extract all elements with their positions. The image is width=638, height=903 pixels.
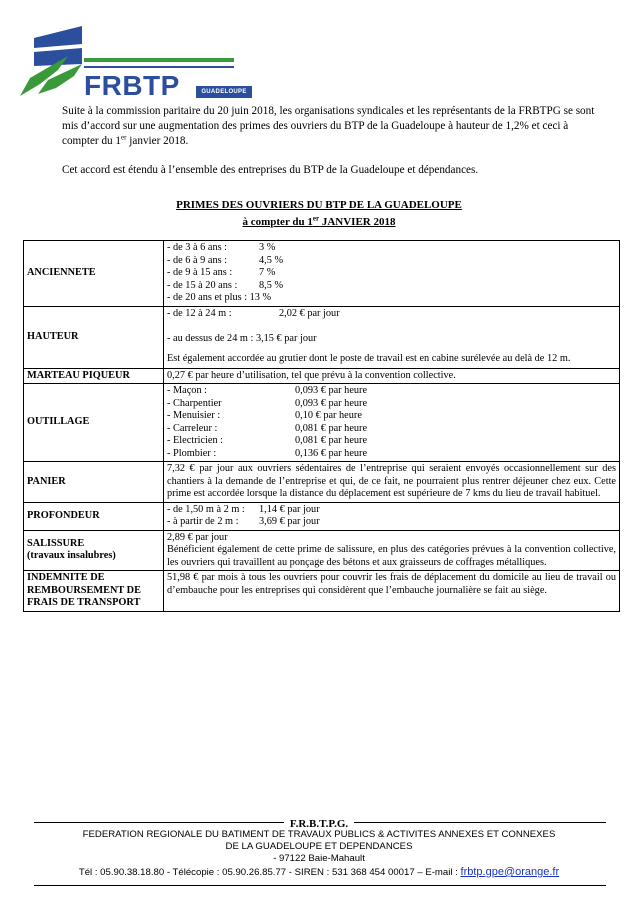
table-subtitle [0,216,638,228]
row-value [164,384,620,462]
list-item [167,398,616,411]
list-item [167,280,616,293]
list-item [167,504,616,517]
item-value: 4,5 % [259,254,284,266]
row-value [164,241,620,307]
footer-contact: Tél : 05.90.38.18.80 - Télécopie : 05.90.26.85.77 - SIREN : 531 368 454 00017 – E-mail : [78,867,461,878]
item-key: - Plombier : [167,447,217,459]
item-value: 0,093 € par heure [295,385,368,396]
row-label [24,530,164,571]
item-value: 0,081 € par heure [295,422,368,434]
item-value: 0,081 € par heure [295,435,368,446]
row-value [164,306,620,368]
intro-text-end: janvier 2018. [126,135,189,147]
primes-table [23,240,620,612]
list-item: - au dessus de 24 m : 3,15 € par jour [167,332,317,344]
table-row-indemnite [24,571,620,612]
list-item: - de 20 ans et plus : 13 % [167,292,272,303]
item-key: - de 12 à 24 m : [167,308,232,320]
row-label: PANIER [24,462,164,503]
item-value: 0,093 € par heure [295,397,368,409]
footer-line-2: DE LA GUADELOUPE ET DEPENDANCES [225,841,413,852]
list-item [167,267,616,280]
item-value: 0,136 € par heure [295,447,368,459]
footer-line-3: - 97122 Baie-Mahault [273,853,365,864]
row-label [24,571,164,612]
table-row-outillage [24,384,620,462]
row-label: MARTEAU PIQUEUR [24,368,164,384]
intro [62,104,602,192]
item-key: - de 1,50 m à 2 m : [167,503,245,515]
item-key: - Carreleur : [167,422,218,434]
footer-brand-text: F.R.B.T.P.G. [284,818,354,830]
label-line: (travaux insalubres) [27,550,116,562]
table-title: PRIMES DES OUVRIERS DU BTP DE LA GUADELOUPE [176,199,462,211]
list-item [167,410,616,423]
item-key: - à partir de 2 m : [167,516,239,527]
table-row-hauteur [24,306,620,368]
row-label: OUTILLAGE [24,384,164,462]
item-key: - Charpentier [167,397,222,409]
label-line: FRAIS DE TRANSPORT [27,597,141,608]
list-item [167,255,616,268]
list-item [167,308,616,321]
frbtp-logo [20,18,247,101]
table-row-salissure [24,530,620,571]
logo-badge: GUADELOUPE [196,86,252,98]
list-item [167,448,616,461]
note-text: Est également accordée au grutier dont le poste de travail est en cabine surélevée au delà de 12 m. [167,353,571,365]
item-key: - de 6 à 9 ans : [167,254,228,266]
item-value: 0,10 € par heure [295,410,362,421]
list-item: 2,89 € par jour [167,531,228,543]
item-value: 1,14 € par jour [259,503,320,515]
item-key: - Electricien : [167,435,224,446]
subtitle-text-end: JANVIER 2018 [319,216,396,228]
item-value: 8,5 % [259,279,284,291]
table-row-marteau [24,368,620,384]
superscript: er [312,214,320,223]
item-value: 2,02 € par jour [279,308,340,320]
item-key: - de 9 à 15 ans : [167,267,233,278]
list-item [167,242,616,255]
row-label: PROFONDEUR [24,502,164,530]
item-value: 3,69 € par jour [259,516,320,527]
row-label: HAUTEUR [24,306,164,368]
superscript: er [121,133,127,142]
row-value [164,502,620,530]
row-label: ANCIENNETE [24,241,164,307]
table-row-anciennete [24,241,620,307]
item-value: 3 % [259,242,276,253]
item-value: 7 % [259,267,276,278]
table-row-profondeur [24,502,620,530]
label-line: INDEMNITE DE [27,572,105,583]
note-text: Bénéficient également de cette prime de salissure, en plus des catégories prévues à la convention collective, les ouvriers qui travaillent au ponçage des bétons et aux graisseurs de coffrages métalliques. [167,544,616,568]
item-key: - de 15 à 20 ans : [167,279,238,291]
list-item [167,516,616,529]
subtitle-text: à compter du 1 [242,216,313,228]
footer-line-4 [0,866,638,879]
list-item [167,423,616,436]
item-key: - de 3 à 6 ans : [167,242,228,253]
label-line: REMBOURSEMENT DE [27,584,141,596]
email-link[interactable]: frbtp.gpe@orange.fr [460,866,560,878]
list-item [167,385,616,398]
table-row-panier [24,462,620,503]
intro-paragraph-1 [62,104,602,149]
list-item [167,435,616,448]
item-key: - Menuisier : [167,410,221,421]
intro-paragraph-2: Cet accord est étendu à l’ensemble des entreprises du BTP de la Guadeloupe et dépendances. [62,164,479,176]
row-value: 0,27 € par heure d’utilisation, tel que prévu à la convention collective. [164,368,620,384]
logo-wordmark: FRBTP [84,70,180,101]
row-value: 51,98 € par mois à tous les ouvriers pour couvrir les frais de déplacement du domicile au lieu de travail ou d’embauche pour les entreprises qui considèrent que l’embauche journalière se fait au siège. [164,571,620,612]
intro-text: Suite à la commission paritaire du 20 juin 2018, les organisations syndicales et les représentants de la FRBTPG se sont mis d’accord sur une augmentation des primes des ouvriers du BTP de la Guadeloupe à hauteur de 1,2% et ceci à compter du 1 [62,105,595,147]
footer-line-1: FEDERATION REGIONALE DU BATIMENT DE TRAVAUX PUBLICS & ACTIVITES ANNEXES ET CONNEXES [82,829,556,840]
label-line: SALISSURE [27,537,85,549]
row-value [164,530,620,571]
row-value: 7,32 € par jour aux ouvriers sédentaires de l’entreprise qui seraient envoyés occasionnellement sur des chantiers à la demande de l’entreprise et qui, de ce fait, ne pourraient plus rentrer déjeuner chez eux. Cette prime est accordée lorsque la distance du déplacement est supérieure de 7 kms du lieu de travail habituel. [164,462,620,503]
item-key: - Maçon : [167,385,208,396]
footer-bottom-rule [34,885,606,886]
